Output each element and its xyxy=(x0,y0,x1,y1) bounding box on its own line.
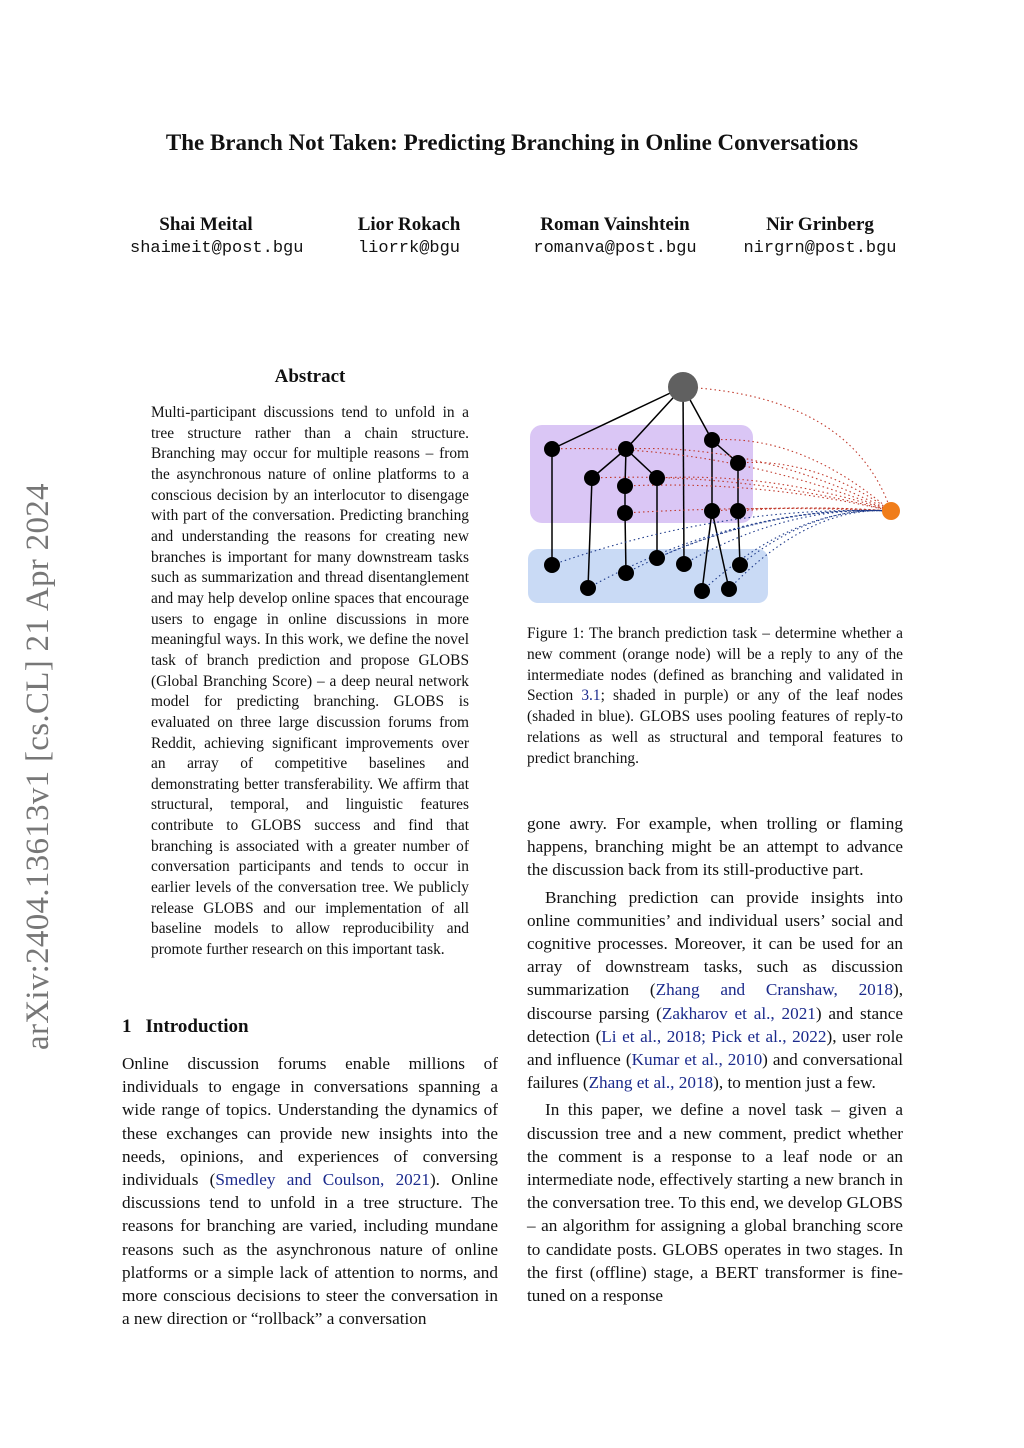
intermediate-node xyxy=(704,432,720,448)
author-email: liorrk@bgu xyxy=(357,239,461,258)
leaf-node xyxy=(694,583,710,599)
section-title: Introduction xyxy=(145,1016,249,1037)
arxiv-stamp: arXiv:2404.13613v1 [cs.CL] 21 Apr 2024 xyxy=(20,483,56,1050)
new-comment-node xyxy=(882,502,900,520)
paragraph: Branching prediction can provide insights into online communities’ and individual users’ social and cognitive processes. Moreover, it can be used for an array of downstream tasks, such as discussion summarization (Zhang and Cranshaw, 2018), discourse parsing (Zakharov et al., 2021) and stance detection (Li et al., 2018; Pick et al., 2022), user role and influence (Kumar et al., 2010) and conversational failures (Zhang et al., 2018), to mention just a few. xyxy=(527,887,903,1093)
leaf-node xyxy=(544,557,560,573)
leaf-node xyxy=(676,556,692,572)
section-reference-link[interactable]: 3.1 xyxy=(581,687,601,705)
author-block xyxy=(722,214,918,258)
author-name: Nir Grinberg xyxy=(766,214,874,235)
author-name: Roman Vainshtein xyxy=(540,214,690,235)
leaf-node xyxy=(732,557,748,573)
root-node xyxy=(668,372,698,402)
author-block xyxy=(514,214,716,258)
abstract-heading: Abstract xyxy=(274,366,346,387)
author-name: Shai Meital xyxy=(159,214,253,235)
citation-link[interactable]: Zhang et al., 2018 xyxy=(588,1073,714,1093)
intermediate-node xyxy=(730,455,746,471)
paragraph: In this paper, we define a novel task – given a discussion tree and a new comment, predict whether the comment is a response to a leaf node or an intermediate node, effectively starting a new branch in the conversation tree. To this end, we develop GLOBS – an algorithm for assigning a global branching score to candidate posts. GLOBS operates in two stages. In the first (offline) stage, a BERT transformer is fine-tuned on a response xyxy=(527,1100,903,1306)
paragraph: gone awry. For example, when trolling or flaming happens, branching might be an attempt to advance the discussion back from its still-productive part. xyxy=(527,814,903,880)
section-number: 1 xyxy=(122,1016,132,1037)
section-heading xyxy=(122,1016,249,1038)
citation-link[interactable]: Zakharov et al., 2021 xyxy=(661,1003,816,1023)
citation-link[interactable]: Li et al., 2018; Pick et al., 2022 xyxy=(601,1026,827,1046)
citation-link[interactable]: Smedley and Coulson, 2021 xyxy=(215,1170,430,1190)
leaf-node xyxy=(649,550,665,566)
leaf-node xyxy=(580,580,596,596)
figure-1-caption: Figure 1: The branch prediction task – determine whether a new comment (orange node) will be a reply to any of the intermediate nodes (defined as branching and validated in Section 3.1; shaded in purple) or any of the leaf nodes (shaded in blue). GLOBS uses pooling features of reply-to relations as well as structural and temporal features to predict branching. xyxy=(527,625,903,767)
intermediate-node xyxy=(544,441,560,457)
author-email: shaimeit@post.bgu xyxy=(130,239,304,258)
abstract-text: Multi-participant discussions tend to unfold in a tree structure rather than a chain structure. Branching may occur for multiple reasons – from the asynchronous nature of online platforms to a conscious decision by an interlocutor to disengage with part of the conversation. Predicting branching and understanding the reasons for creating new branches is important for many downstream tasks such as summarization and thread disentanglement and may help develop online spaces that encourage users to engage in online discussions in more meaningful ways. In this work, we define the novel task of branch prediction and propose GLOBS (Global Branching Score) – a deep neural network model for predicting branching. GLOBS is evaluated on three large discussion forums from Reddit, achieving significant improvements over an array of competitive baselines and demonstrating better transferability. We affirm that structural, temporal, and linguistic features contribute to GLOBS success and find that branching is associated with a greater number of conversation participants and tends to occur in earlier levels of the conversation tree. We publicly release GLOBS and our implementation of all baseline models to allow reproducibility and promote further research on this important task. xyxy=(151,404,469,959)
intermediate-node xyxy=(617,505,633,521)
right-column-body xyxy=(527,812,903,1311)
paper-title: The Branch Not Taken: Predicting Branching in Online Conversations xyxy=(165,130,859,155)
figure-1-diagram xyxy=(522,366,912,606)
candidate-edge-intermediate xyxy=(738,462,891,511)
citation-link[interactable]: Zhang and Cranshaw, 2018 xyxy=(655,980,893,1000)
intermediate-node xyxy=(649,470,665,486)
left-column-body xyxy=(122,1052,498,1334)
intermediate-node xyxy=(584,470,600,486)
paragraph: Online discussion forums enable millions of individuals to engage in conversations spanning a wide range of topics. Understanding the dynamics of these exchanges can provide new insights into the needs, opinions, and experiences of conversing individuals (Smedley and Coulson, 2021). Online discussions tend to unfold in a tree structure. The reasons for branching are varied, including mundane reasons such as the asynchronous nature of online platforms or a simple lack of attention to norms, and more conscious decisions to steer the conversation in a new direction or “rollback” a conversation xyxy=(122,1054,498,1329)
intermediate-node xyxy=(617,478,633,494)
author-block xyxy=(130,214,304,258)
intermediate-node xyxy=(618,441,634,457)
citation-link[interactable]: Kumar et al., 2010 xyxy=(631,1050,763,1070)
author-block xyxy=(330,214,488,258)
author-name: Lior Rokach xyxy=(357,214,461,235)
author-email: nirgrn@post.bgu xyxy=(743,239,897,258)
author-email: romanva@post.bgu xyxy=(533,239,697,258)
intermediate-node xyxy=(730,503,746,519)
intermediate-node xyxy=(704,503,720,519)
leaf-node xyxy=(618,565,634,581)
leaf-node xyxy=(721,581,737,597)
